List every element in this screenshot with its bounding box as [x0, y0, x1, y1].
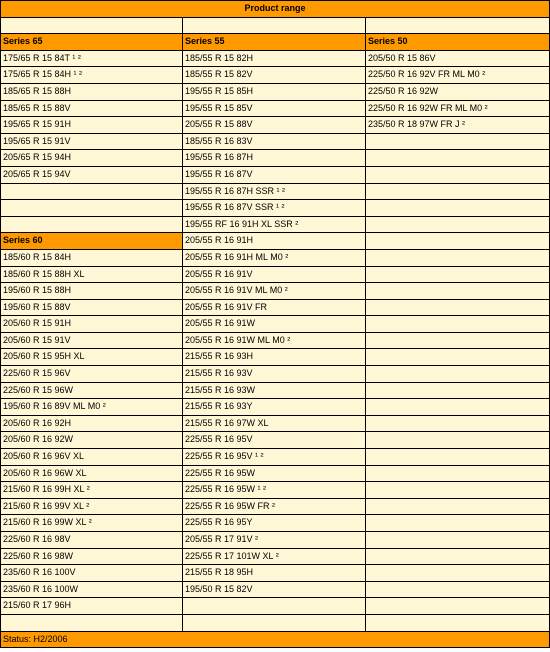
tyre-size-cell: 215/60 R 17 96H — [1, 598, 182, 614]
tyre-size-cell: 205/55 R 17 91V ² — [183, 532, 365, 548]
table-row — [1, 432, 549, 448]
table-row — [1, 366, 549, 382]
tyre-size-cell — [366, 383, 549, 399]
tyre-size-cell — [366, 598, 549, 614]
table-row — [1, 615, 549, 631]
tyre-size-cell: 225/55 R 16 95W — [183, 466, 365, 482]
tyre-size-cell: 195/55 R 15 85H — [183, 84, 365, 100]
tyre-size-cell: 195/65 R 15 91V — [1, 134, 182, 150]
tyre-size-cell — [366, 200, 549, 216]
tyre-size-cell — [366, 499, 549, 515]
tyre-size-cell — [366, 184, 549, 200]
table-row — [1, 316, 549, 332]
table-row — [1, 167, 549, 183]
tyre-size-cell: 205/60 R 16 96V XL — [1, 449, 182, 465]
series-header: Series 65 — [1, 34, 182, 50]
tyre-size-cell: 205/65 R 15 94V — [1, 167, 182, 183]
tyre-size-cell — [366, 267, 549, 283]
tyre-size-cell: 185/55 R 16 83V — [183, 134, 365, 150]
tyre-size-cell — [366, 565, 549, 581]
table-row — [1, 283, 549, 299]
table-row — [1, 18, 549, 34]
tyre-size-cell: 235/60 R 16 100V — [1, 565, 182, 581]
table-row — [1, 466, 549, 482]
tyre-size-cell: 195/55 RF 16 91H XL SSR ² — [183, 217, 365, 233]
table-row — [1, 117, 549, 133]
tyre-size-cell: 215/55 R 16 93V — [183, 366, 365, 382]
tyre-size-cell: 205/55 R 16 91H ML M0 ² — [183, 250, 365, 266]
table-row — [1, 233, 549, 249]
tyre-size-cell — [1, 18, 182, 34]
tyre-size-cell: 195/60 R 15 88H — [1, 283, 182, 299]
tyre-size-cell: 185/60 R 15 88H XL — [1, 267, 182, 283]
tyre-size-cell: 225/60 R 16 98V — [1, 532, 182, 548]
tyre-size-cell: 195/50 R 15 82V — [183, 582, 365, 598]
tyre-size-cell — [366, 18, 549, 34]
tyre-size-cell — [366, 416, 549, 432]
title-row — [1, 1, 549, 17]
status-row — [1, 632, 549, 648]
tyre-size-cell: 195/55 R 16 87H SSR ¹ ² — [183, 184, 365, 200]
tyre-size-cell: 205/55 R 16 91W — [183, 316, 365, 332]
table-row — [1, 250, 549, 266]
tyre-size-cell: 205/55 R 16 91V — [183, 267, 365, 283]
tyre-size-cell: 185/65 R 15 88V — [1, 101, 182, 117]
tyre-size-cell — [366, 532, 549, 548]
table-row — [1, 217, 549, 233]
tyre-size-cell — [366, 399, 549, 415]
table-row — [1, 532, 549, 548]
tyre-size-cell: 195/55 R 16 87V SSR ¹ ² — [183, 200, 365, 216]
tyre-size-cell — [366, 300, 549, 316]
table-row — [1, 499, 549, 515]
tyre-size-cell — [366, 316, 549, 332]
tyre-size-cell — [1, 184, 182, 200]
tyre-size-cell: 225/55 R 17 101W XL ² — [183, 549, 365, 565]
table-row — [1, 515, 549, 531]
table-row — [1, 34, 549, 50]
tyre-size-cell — [366, 150, 549, 166]
table-row — [1, 267, 549, 283]
tyre-size-cell: 215/55 R 16 97W XL — [183, 416, 365, 432]
tyre-size-cell: 215/55 R 18 95H — [183, 565, 365, 581]
tyre-size-cell: 205/55 R 16 91W ML M0 ² — [183, 333, 365, 349]
tyre-size-cell: 225/50 R 16 92W — [366, 84, 549, 100]
table-row — [1, 184, 549, 200]
tyre-size-cell — [366, 549, 549, 565]
series-header: Series 55 — [183, 34, 365, 50]
tyre-size-cell: 215/55 R 16 93W — [183, 383, 365, 399]
tyre-size-cell — [366, 233, 549, 249]
tyre-size-cell: 205/55 R 15 88V — [183, 117, 365, 133]
tyre-size-cell: 205/60 R 16 92W — [1, 432, 182, 448]
tyre-size-cell: 205/55 R 16 91V ML M0 ² — [183, 283, 365, 299]
table-row — [1, 67, 549, 83]
tyre-size-cell: 195/55 R 16 87H — [183, 150, 365, 166]
table-title: Product range — [1, 1, 549, 17]
table-row — [1, 383, 549, 399]
tyre-size-cell: 225/55 R 16 95V ¹ ² — [183, 449, 365, 465]
tyre-size-cell — [366, 250, 549, 266]
tyre-size-cell — [1, 200, 182, 216]
tyre-size-cell: 195/55 R 15 85V — [183, 101, 365, 117]
tyre-size-cell: 205/50 R 15 86V — [366, 51, 549, 67]
tyre-size-cell: 205/60 R 15 91V — [1, 333, 182, 349]
tyre-size-cell: 195/55 R 16 87V — [183, 167, 365, 183]
tyre-size-cell — [366, 482, 549, 498]
tyre-size-cell: 225/50 R 16 92W FR ML M0 ² — [366, 101, 549, 117]
tyre-size-cell: 225/50 R 16 92V FR ML M0 ² — [366, 67, 549, 83]
tyre-size-cell — [183, 18, 365, 34]
tyre-size-cell: 215/60 R 16 99V XL ² — [1, 499, 182, 515]
tyre-size-cell: 185/65 R 15 88H — [1, 84, 182, 100]
table-row — [1, 449, 549, 465]
tyre-size-cell: 225/60 R 15 96V — [1, 366, 182, 382]
tyre-size-cell — [1, 217, 182, 233]
tyre-size-cell — [366, 432, 549, 448]
tyre-size-cell: 225/60 R 15 96W — [1, 383, 182, 399]
tyre-size-cell: 195/65 R 15 91H — [1, 117, 182, 133]
tyre-size-cell — [366, 582, 549, 598]
series-header: Series 50 — [366, 34, 549, 50]
tyre-size-cell: 205/60 R 16 96W XL — [1, 466, 182, 482]
table-row — [1, 101, 549, 117]
tyre-size-cell: 205/55 R 16 91H — [183, 233, 365, 249]
tyre-size-cell: 175/65 R 15 84H ¹ ² — [1, 67, 182, 83]
table-row — [1, 200, 549, 216]
tyre-size-cell: 215/60 R 16 99W XL ² — [1, 515, 182, 531]
tyre-size-cell — [366, 449, 549, 465]
tyre-size-cell — [366, 217, 549, 233]
tyre-size-cell: 175/65 R 15 84T ¹ ² — [1, 51, 182, 67]
table-row — [1, 565, 549, 581]
table-row — [1, 134, 549, 150]
tyre-size-cell: 205/60 R 15 91H — [1, 316, 182, 332]
tyre-size-cell — [366, 615, 549, 631]
tyre-size-cell: 195/60 R 15 88V — [1, 300, 182, 316]
table-row — [1, 84, 549, 100]
tyre-size-cell: 205/60 R 15 95H XL — [1, 349, 182, 365]
tyre-size-cell — [183, 615, 365, 631]
tyre-size-cell — [366, 134, 549, 150]
tyre-size-cell: 185/55 R 15 82H — [183, 51, 365, 67]
tyre-size-cell — [366, 333, 549, 349]
table-row — [1, 482, 549, 498]
status-text: Status: H2/2006 — [1, 632, 549, 648]
table-row — [1, 150, 549, 166]
tyre-size-cell — [366, 466, 549, 482]
tyre-size-cell: 205/60 R 16 92H — [1, 416, 182, 432]
table-row — [1, 399, 549, 415]
tyre-size-cell: 225/55 R 16 95V — [183, 432, 365, 448]
tyre-size-cell: 215/60 R 16 99H XL ² — [1, 482, 182, 498]
table-row — [1, 549, 549, 565]
tyre-size-cell: 205/65 R 15 94H — [1, 150, 182, 166]
tyre-size-cell: 225/55 R 16 95Y — [183, 515, 365, 531]
tyre-size-cell: 205/55 R 16 91V FR — [183, 300, 365, 316]
tyre-size-cell — [1, 615, 182, 631]
tyre-size-cell: 235/50 R 18 97W FR J ² — [366, 117, 549, 133]
tyre-size-cell: 185/60 R 15 84H — [1, 250, 182, 266]
series-header: Series 60 — [1, 233, 182, 249]
tyre-size-cell: 185/55 R 15 82V — [183, 67, 365, 83]
tyre-size-cell — [366, 349, 549, 365]
tyre-size-cell — [366, 283, 549, 299]
table-row — [1, 598, 549, 614]
tyre-size-cell — [366, 366, 549, 382]
tyre-size-cell — [183, 598, 365, 614]
tyre-size-cell: 195/60 R 16 89V ML M0 ² — [1, 399, 182, 415]
table-row — [1, 300, 549, 316]
table-row — [1, 582, 549, 598]
table-row — [1, 416, 549, 432]
table-row — [1, 51, 549, 67]
tyre-size-cell — [366, 515, 549, 531]
tyre-size-cell: 225/60 R 16 98W — [1, 549, 182, 565]
tyre-size-cell: 215/55 R 16 93H — [183, 349, 365, 365]
tyre-size-cell: 215/55 R 16 93Y — [183, 399, 365, 415]
table-row — [1, 349, 549, 365]
tyre-size-cell: 235/60 R 16 100W — [1, 582, 182, 598]
tyre-size-cell — [366, 167, 549, 183]
tyre-size-cell: 225/55 R 16 95W FR ² — [183, 499, 365, 515]
table-row — [1, 333, 549, 349]
tyre-size-cell: 225/55 R 16 95W ¹ ² — [183, 482, 365, 498]
